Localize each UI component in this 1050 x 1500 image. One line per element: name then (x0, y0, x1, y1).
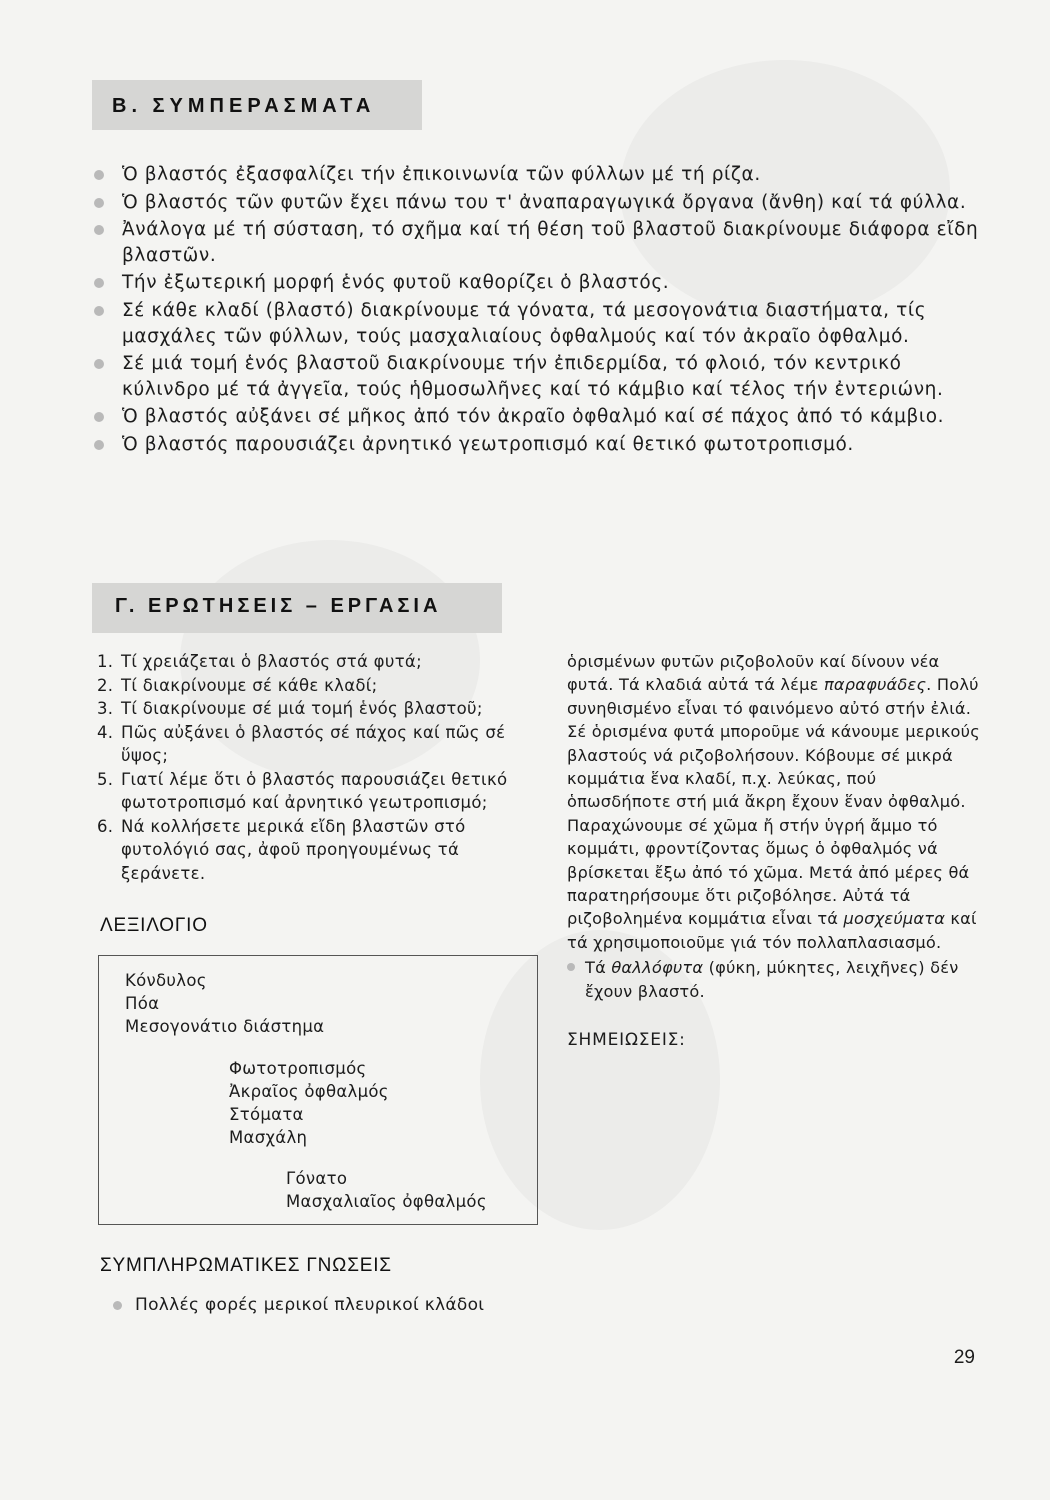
paragraph: Τά θαλλόφυτα (φύκη, μύκητες, λειχῆνες) δέν ἔχουν βλαστό. (567, 956, 982, 1003)
glossary-term: Γόνατο (286, 1169, 348, 1188)
list-item: Ἀνάλογα μέ τή σύσταση, τό σχῆμα καί τή θέση τοῦ βλαστοῦ διακρίνουμε διάφορα εἴδη βλαστῶν. (92, 217, 982, 268)
page-number: 29 (953, 1347, 975, 1368)
bullet-icon (94, 225, 104, 235)
glossary-term: Κόνδυλος (125, 971, 207, 990)
glossary-heading: ΛΕΞΙΛΟΓΙΟ (100, 915, 208, 936)
paragraph: ὁρισμένων φυτῶν ριζοβολοῦν καί δίνουν νέα φυτά. Τά κλαδιά αὐτά τά λέμε παραφυάδες. Πολύ συνηθισμένο εἶναι τό φαινόμενο αὐτό στήν ἐλιά. Σέ ὁρισμένα φυτά μποροῦμε νά κάνουμε μερικούς βλαστούς νά ριζοβολήσουν. Κόβουμε σέ μικρά κομμάτια ἕνα κλαδί, π.χ. λεύκας, πού ὁπωσδήποτε στή μιά ἄκρη ἔχουν ἕναν ὀφθαλμό. Παραχώνουμε σέ χῶμα ἤ στήν ὑγρή ἄμμο τό κομμάτι, φροντίζοντας ὅμως ὁ ὀφθαλμός νά βρίσκεται ἔξω ἀπό τό χῶμα. Μετά ἀπό μέρες θά παρατηρήσουμε ὅτι ριζοβόλησε. Αὐτά τά ριζοβολημένα κομμάτια εἶναι τά μοσχεύματα καί τά χρησιμοποιοῦμε γιά τόν πολλαπλασιασμό. (567, 652, 980, 952)
glossary-term: Στόματα (229, 1105, 304, 1124)
bullet-icon (94, 412, 104, 422)
bullet-icon (94, 306, 104, 316)
section-b-heading: Β. ΣΥΜΠΕΡΑΣΜΑΤΑ (112, 95, 376, 117)
supplementary-text: Πολλές φορές μερικοί πλευρικοί κλάδοι (115, 1295, 484, 1315)
bullet-icon (94, 440, 104, 450)
bullet-icon (567, 963, 575, 971)
glossary-term: Μασχαλιαῖος ὀφθαλμός (286, 1192, 487, 1211)
list-item: 1. Τί χρειάζεται ὁ βλαστός στά φυτά; (97, 652, 422, 671)
list-item: Ὁ βλαστός αὐξάνει σέ μῆκος ἀπό τόν ἀκραῖο ὀφθαλμό καί σέ πάχος ἀπό τό κάμβιο. (92, 404, 982, 430)
list-item: Ὁ βλαστός τῶν φυτῶν ἔχει πάνω του τ' ἀναπαραγωγικά ὄργανα (ἄνθη) καί τά φύλλα. (92, 190, 982, 216)
bullet-icon (94, 359, 104, 369)
list-item: Ὁ βλαστός παρουσιάζει ἀρνητικό γεωτροπισμό καί θετικό φωτοτροπισμό. (92, 432, 982, 458)
bullet-icon (94, 170, 104, 180)
list-item: 3. Τί διακρίνουμε σέ μιά τομή ἑνός βλαστοῦ; (97, 699, 483, 718)
list-item: 2. Τί διακρίνουμε σέ κάθε κλαδί; (97, 675, 378, 695)
list-item: Τήν ἐξωτερική μορφή ἑνός φυτοῦ καθορίζει ὁ βλαστός. (92, 270, 982, 296)
conclusions-list (92, 162, 982, 460)
list-item: Σέ κάθε κλαδί (βλαστό) διακρίνουμε τά γόνατα, τά μεσογονάτια διαστήματα, τίς μασχάλες τῶν φύλλων, τούς μασχαλιαίους ὀφθαλμούς καί τόν ἀκραῖο ὀφθαλμό. (92, 298, 982, 349)
questions-list (97, 650, 543, 885)
section-c-heading: Γ. ΕΡΩΤΗΣΕΙΣ – ΕΡΓΑΣΙΑ (115, 595, 442, 617)
right-column (567, 650, 982, 1053)
glossary-term: Μεσογονάτιο διάστημα (125, 1017, 325, 1036)
glossary-term: Πόα (125, 994, 160, 1013)
list-item: Ὁ βλαστός ἐξασφαλίζει τήν ἐπικοινωνία τῶν φύλλων μέ τή ρίζα. (92, 162, 982, 188)
supplementary-heading: ΣΥΜΠΛΗΡΩΜΑΤΙΚΕΣ ΓΝΩΣΕΙΣ (100, 1255, 392, 1276)
bullet-icon (113, 1301, 122, 1310)
glossary-term: Φωτοτροπισμός (229, 1059, 367, 1078)
list-item: 6. Νά κολλήσετε μερικά εἴδη βλαστῶν στό φυτολόγιό σας, ἀφοῦ προηγουμένως τά ξεράνετε. (97, 816, 466, 883)
glossary-box (98, 955, 538, 1225)
list-item: Σέ μιά τομή ἑνός βλαστοῦ διακρίνουμε τήν ἐπιδερμίδα, τό φλοιό, τόν κεντρικό κύλινδρο μέ τά ἀγγεῖα, τούς ἡθμοσωλῆνες καί τό κάμβιο καί τέλος τήν ἐντεριώνη. (92, 351, 982, 402)
bullet-icon (94, 198, 104, 208)
bullet-icon (94, 278, 104, 288)
glossary-term: Μασχάλη (229, 1128, 308, 1147)
glossary-term: Ἀκραῖος ὀφθαλμός (229, 1082, 389, 1101)
list-item: 5. Γιατί λέμε ὅτι ὁ βλαστός παρουσιάζει θετικό φωτοτροπισμό καί ἀρνητικό γεωτροπισμό; (97, 769, 508, 812)
notes-heading: ΣΗΜΕΙΩΣΕΙΣ: (567, 1030, 686, 1051)
list-item: 4. Πῶς αὐξάνει ὁ βλαστός σέ πάχος καί πῶς σέ ὕψος; (97, 722, 506, 765)
